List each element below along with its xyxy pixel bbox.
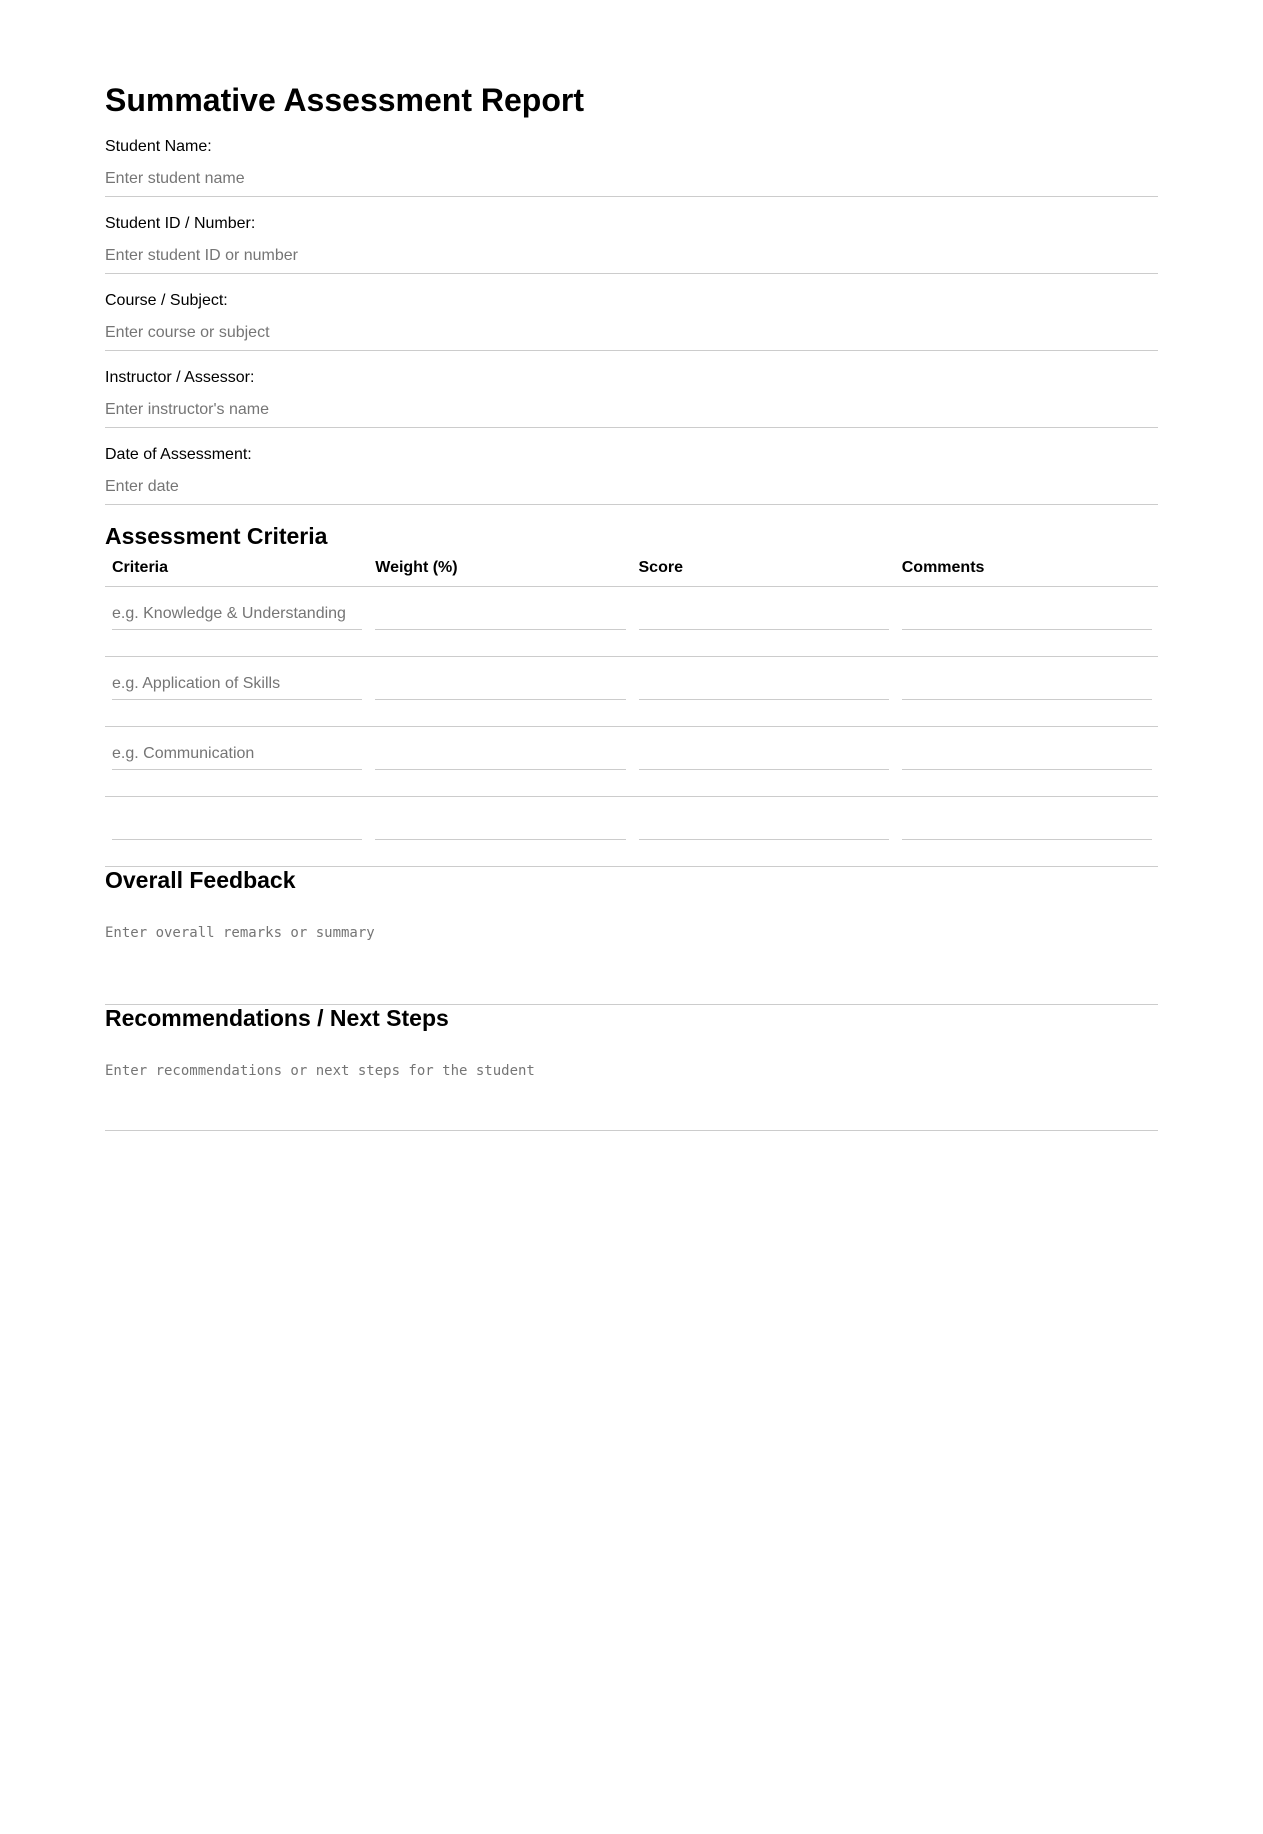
weight-input[interactable] [375, 669, 625, 700]
criteria-input[interactable] [112, 599, 362, 630]
comments-input[interactable] [902, 669, 1152, 700]
column-header-criteria: Criteria [105, 550, 368, 587]
score-input[interactable] [639, 599, 889, 630]
comments-cell [895, 587, 1158, 657]
assessment-date-field [105, 446, 1158, 505]
column-header-weight: Weight (%) [368, 550, 631, 587]
score-input[interactable] [639, 739, 889, 770]
student-name-label: Student Name: [105, 138, 212, 155]
comments-input[interactable] [902, 809, 1152, 840]
weight-input[interactable] [375, 809, 625, 840]
score-input[interactable] [639, 669, 889, 700]
table-row [105, 587, 1158, 657]
criteria-cell [105, 727, 368, 797]
assessment-report-form [105, 82, 1158, 1131]
criteria-input[interactable] [112, 739, 362, 770]
criteria-input[interactable] [112, 809, 362, 840]
recommendations-textarea[interactable] [105, 1055, 1158, 1131]
weight-input[interactable] [375, 599, 625, 630]
criteria-cell [105, 657, 368, 727]
instructor-label: Instructor / Assessor: [105, 369, 255, 386]
page-title: Summative Assessment Report [105, 82, 584, 118]
score-cell [632, 587, 895, 657]
assessment-date-input[interactable] [105, 470, 1158, 505]
column-header-score: Score [632, 550, 895, 587]
recommendations-heading: Recommendations / Next Steps [105, 1005, 449, 1031]
overall-feedback-textarea[interactable] [105, 917, 1158, 1005]
course-subject-label: Course / Subject: [105, 292, 228, 309]
weight-cell [368, 587, 631, 657]
instructor-input[interactable] [105, 393, 1158, 428]
criteria-cell [105, 797, 368, 867]
assessment-criteria-heading: Assessment Criteria [105, 523, 328, 549]
assessment-date-label: Date of Assessment: [105, 446, 252, 463]
student-id-label: Student ID / Number: [105, 215, 256, 232]
student-id-field [105, 215, 1158, 274]
student-id-input[interactable] [105, 239, 1158, 274]
criteria-table [105, 550, 1158, 867]
comments-cell [895, 657, 1158, 727]
student-name-field [105, 138, 1158, 197]
overall-feedback-heading: Overall Feedback [105, 867, 296, 893]
course-subject-input[interactable] [105, 316, 1158, 351]
comments-cell [895, 727, 1158, 797]
comments-input[interactable] [902, 599, 1152, 630]
weight-cell [368, 657, 631, 727]
score-cell [632, 727, 895, 797]
score-cell [632, 797, 895, 867]
criteria-cell [105, 587, 368, 657]
comments-input[interactable] [902, 739, 1152, 770]
weight-input[interactable] [375, 739, 625, 770]
criteria-input[interactable] [112, 669, 362, 700]
column-header-comments: Comments [895, 550, 1158, 587]
score-cell [632, 657, 895, 727]
criteria-table-header [105, 550, 1158, 587]
weight-cell [368, 797, 631, 867]
student-name-input[interactable] [105, 162, 1158, 197]
comments-cell [895, 797, 1158, 867]
course-subject-field [105, 292, 1158, 351]
table-row [105, 797, 1158, 867]
weight-cell [368, 727, 631, 797]
table-row [105, 727, 1158, 797]
instructor-field [105, 369, 1158, 428]
score-input[interactable] [639, 809, 889, 840]
table-row [105, 657, 1158, 727]
